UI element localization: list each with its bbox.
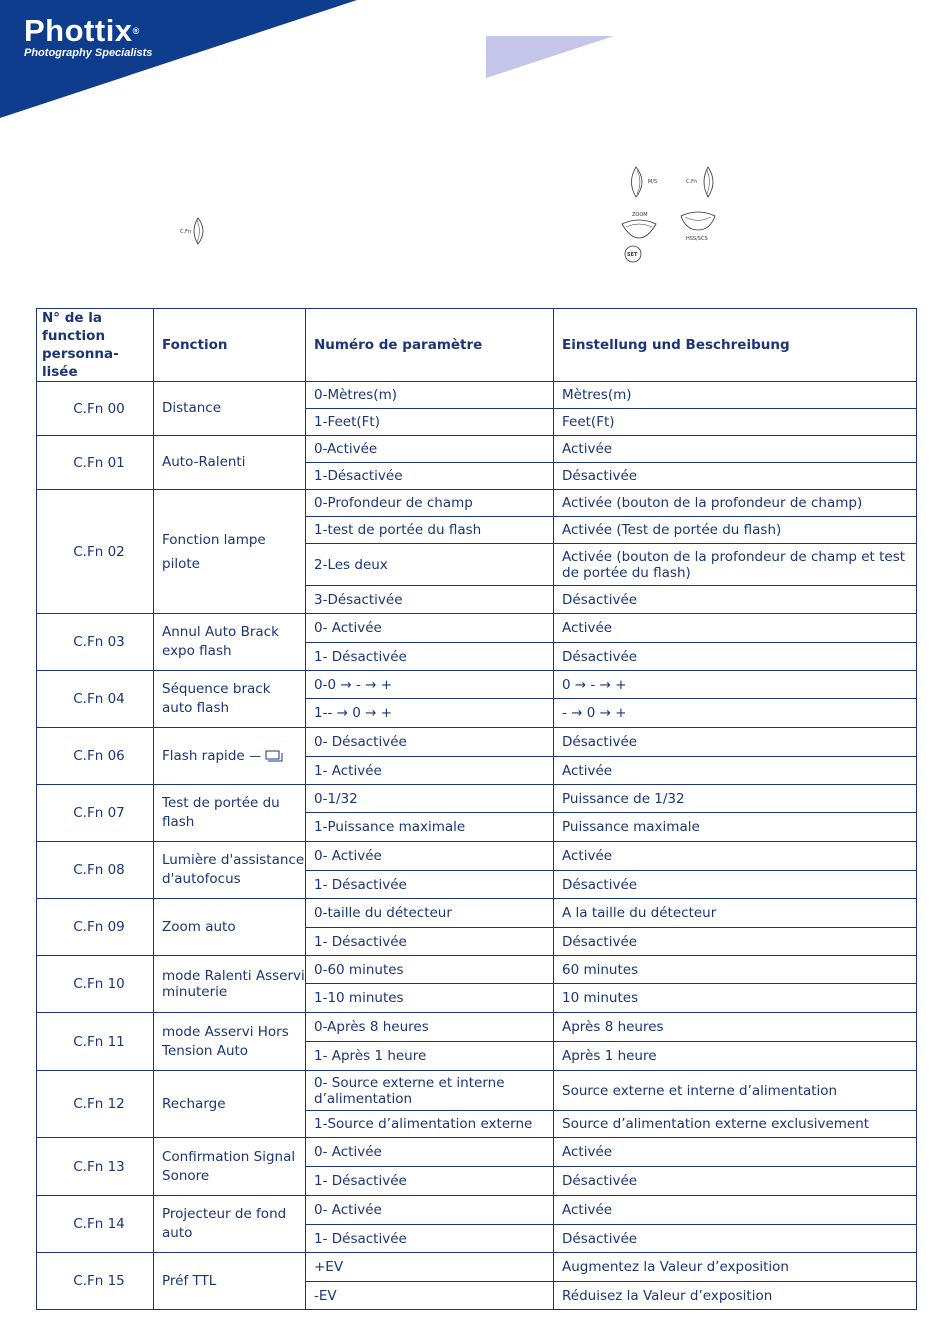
param-cell: 0-Activée	[306, 436, 554, 463]
brand-tagline: Photography Specialists	[24, 47, 153, 59]
table-row	[37, 899, 917, 928]
zoom-button-icon	[618, 208, 660, 242]
cfn-function: Zoom auto	[154, 899, 306, 956]
param-cell: 0- Source externe et interne d’alimentation	[306, 1071, 554, 1111]
param-cell: 1-Feet(Ft)	[306, 409, 554, 436]
cfn-function: Auto-Ralenti	[154, 436, 306, 490]
setting-cell: Désactivée	[554, 643, 917, 671]
setting-cell: Feet(Ft)	[554, 409, 917, 436]
param-cell: 1- Désactivée	[306, 1167, 554, 1196]
svg-text:ZOOM: ZOOM	[632, 212, 648, 218]
param-cell: 0- Activée	[306, 842, 554, 871]
cfn-function: Flash rapide	[162, 747, 245, 764]
setting-cell: 60 minutes	[554, 956, 917, 984]
hss-button-icon	[676, 208, 720, 244]
param-cell: 0- Désactivée	[306, 728, 554, 757]
setting-cell: Activée	[554, 436, 917, 463]
header-number: N° de la function personna-lisée	[37, 309, 154, 382]
table-row	[37, 1138, 917, 1167]
setting-cell: Source externe et interne d’alimentation	[554, 1071, 917, 1111]
table-row	[37, 614, 917, 643]
cfn-number: C.Fn 08	[37, 842, 154, 899]
setting-cell: Activée (Test de portée du flash)	[554, 517, 917, 544]
setting-cell: Désactivée	[554, 728, 917, 757]
cfn-number: C.Fn 07	[37, 785, 154, 842]
mode-button-icon	[624, 164, 664, 200]
cfn-number: C.Fn 09	[37, 899, 154, 956]
cfn-function: Annul Auto Brack expo flash	[154, 614, 306, 671]
param-cell: +EV	[306, 1253, 554, 1282]
setting-cell: Activée	[554, 757, 917, 785]
param-cell: 1-test de portée du flash	[306, 517, 554, 544]
param-cell: 1-Source d’alimentation externe	[306, 1111, 554, 1138]
param-cell: 1- Après 1 heure	[306, 1042, 554, 1071]
cfn-number: C.Fn 02	[37, 490, 154, 614]
setting-cell: Après 1 heure	[554, 1042, 917, 1071]
svg-text:C.Fn: C.Fn	[686, 179, 698, 185]
table-row	[37, 1071, 917, 1111]
table-row	[37, 785, 917, 813]
cfn-number: C.Fn 04	[37, 671, 154, 728]
cfn-function: Lumière d'assistance d'autofocus	[154, 842, 306, 899]
setting-cell: Puissance maximale	[554, 813, 917, 842]
brand-logo	[24, 14, 152, 60]
cfn-function: Fonction lampe pilote	[154, 490, 306, 614]
param-cell: 0-Après 8 heures	[306, 1013, 554, 1042]
setting-cell: Activée	[554, 842, 917, 871]
cfn-function: Préf TTL	[154, 1253, 306, 1310]
setting-cell: Désactivée	[554, 928, 917, 956]
param-cell: -EV	[306, 1282, 554, 1310]
registered-mark: ®	[132, 26, 140, 36]
svg-text:C.Fn: C.Fn	[180, 229, 192, 235]
cfn-number: C.Fn 15	[37, 1253, 154, 1310]
cfn-function: Recharge	[154, 1071, 306, 1138]
param-cell: 1-Désactivée	[306, 463, 554, 490]
setting-cell: Activée	[554, 614, 917, 643]
cfn-function: mode Asservi Hors Tension Auto	[154, 1013, 306, 1071]
setting-cell: 0 → - → +	[554, 671, 917, 699]
table-row	[37, 1196, 917, 1225]
setting-cell: Désactivée	[554, 463, 917, 490]
setting-cell: Source d’alimentation externe exclusivement	[554, 1111, 917, 1138]
cfn-number: C.Fn 11	[37, 1013, 154, 1071]
setting-cell: Désactivée	[554, 586, 917, 614]
table-row	[37, 1013, 917, 1042]
setting-cell: 10 minutes	[554, 984, 917, 1013]
header-setting: Einstellung und Beschreibung	[554, 309, 917, 382]
setting-cell: Puissance de 1/32	[554, 785, 917, 813]
table-row	[37, 671, 917, 699]
table-row	[37, 382, 917, 409]
table-row	[37, 956, 917, 984]
setting-cell: Après 8 heures	[554, 1013, 917, 1042]
cfn-number: C.Fn 10	[37, 956, 154, 1013]
custom-functions-table	[36, 308, 917, 1310]
param-cell: 1- Désactivée	[306, 643, 554, 671]
param-cell: 0-60 minutes	[306, 956, 554, 984]
svg-text:M/S: M/S	[648, 179, 658, 185]
cfn-button-icon	[684, 164, 724, 200]
param-cell: 2-Les deux	[306, 544, 554, 586]
param-cell: 1-10 minutes	[306, 984, 554, 1013]
set-button-icon	[622, 244, 644, 264]
cfn-function: mode Ralenti Asservi minuterie	[154, 956, 306, 1013]
param-cell: 0- Activée	[306, 1138, 554, 1167]
param-cell: 1- Activée	[306, 757, 554, 785]
cfn-number: C.Fn 13	[37, 1138, 154, 1196]
cfn-number: C.Fn 01	[37, 436, 154, 490]
param-cell: 3-Désactivée	[306, 586, 554, 614]
setting-cell: Désactivée	[554, 871, 917, 899]
quick-flash-icon: —	[249, 749, 283, 763]
table-row	[37, 1253, 917, 1282]
setting-cell: Activée (bouton de la profondeur de champ)	[554, 490, 917, 517]
param-cell: 0- Activée	[306, 614, 554, 643]
param-cell: 1- Désactivée	[306, 928, 554, 956]
cfn-function-cell	[154, 728, 306, 785]
header-parameter: Numéro de paramètre	[306, 309, 554, 382]
setting-cell: - → 0 → +	[554, 699, 917, 728]
param-cell: 1- Désactivée	[306, 1225, 554, 1253]
cfn-dial-icon	[178, 216, 212, 246]
param-cell: 0-0 → - → +	[306, 671, 554, 699]
setting-cell: Réduisez la Valeur d’exposition	[554, 1282, 917, 1310]
param-cell: 0-1/32	[306, 785, 554, 813]
param-cell: 0- Activée	[306, 1196, 554, 1225]
table-row	[37, 490, 917, 517]
table-row	[37, 842, 917, 871]
param-cell: 1-Puissance maximale	[306, 813, 554, 842]
cfn-number: C.Fn 12	[37, 1071, 154, 1138]
accent-shape	[486, 36, 614, 78]
setting-cell: Mètres(m)	[554, 382, 917, 409]
setting-cell: A la taille du détecteur	[554, 899, 917, 928]
brand-name: Phottix	[24, 13, 133, 48]
table-row	[37, 436, 917, 463]
param-cell: 1- Désactivée	[306, 871, 554, 899]
setting-cell: Désactivée	[554, 1167, 917, 1196]
cfn-function: Confirmation Signal Sonore	[154, 1138, 306, 1196]
svg-text:HSS/SCS: HSS/SCS	[686, 236, 708, 242]
cfn-number: C.Fn 03	[37, 614, 154, 671]
setting-cell: Activée	[554, 1138, 917, 1167]
cfn-function: Test de portée du flash	[154, 785, 306, 842]
cfn-function: Séquence brack auto flash	[154, 671, 306, 728]
setting-cell: Activée (bouton de la profondeur de champ et test de portée du flash)	[554, 544, 917, 586]
cfn-number: C.Fn 14	[37, 1196, 154, 1253]
header-function: Fonction	[154, 309, 306, 382]
param-cell: 0-taille du détecteur	[306, 899, 554, 928]
cfn-number: C.Fn 00	[37, 382, 154, 436]
table-header-row	[37, 309, 917, 382]
cfn-function: Distance	[154, 382, 306, 436]
param-cell: 0-Profondeur de champ	[306, 490, 554, 517]
param-cell: 1-- → 0 → +	[306, 699, 554, 728]
setting-cell: Augmentez la Valeur d’exposition	[554, 1253, 917, 1282]
setting-cell: Désactivée	[554, 1225, 917, 1253]
cfn-number: C.Fn 06	[37, 728, 154, 785]
param-cell: 0-Mètres(m)	[306, 382, 554, 409]
table-row	[37, 728, 917, 757]
svg-text:SET: SET	[627, 252, 638, 258]
cfn-function: Projecteur de fond auto	[154, 1196, 306, 1253]
setting-cell: Activée	[554, 1196, 917, 1225]
